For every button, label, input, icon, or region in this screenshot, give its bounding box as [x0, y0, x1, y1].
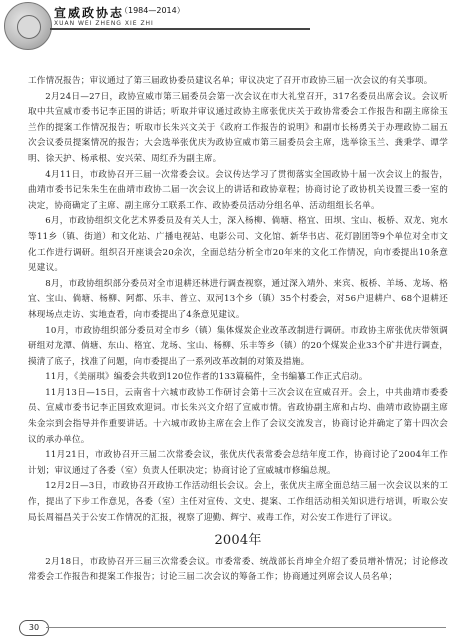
- paragraph: 12月2日—3日，市政协召开政协工作活动组长会议。会上，张优庆主席全面总结三届一次会议以来的工作，提出了下步工作意见，各委（室）主任对宣传、文史、提案、工作组活动相关知识进行培训，听取公安局长周福昌关于公安工作情况的汇报，视察了迎勤、辉宁、戒毒工作，对公安工作进行了评议。: [28, 481, 448, 523]
- book-title-pinyin: XUAN WEI ZHENG XIE ZHI: [54, 20, 154, 27]
- body-text: [28, 74, 448, 586]
- footer-rule: [46, 627, 446, 628]
- year-heading: 2004年: [214, 533, 262, 549]
- book-title: 宣威政协志: [54, 6, 125, 20]
- page-number: 30: [19, 620, 49, 636]
- book-years: （1984—2014）: [120, 6, 185, 15]
- paragraph: 11月，《美丽琪》编委会共收到120位作者的133篇稿件，全书编纂工作正式启动。: [45, 372, 368, 383]
- emblem-logo: [4, 2, 52, 50]
- header-rule: [50, 28, 310, 30]
- paragraph: 6月，市政协组织文化艺术界委员及有关人士，深入杨柳、倘塘、格宜、田坝、宝山、板桥、双龙、宛水等11乡（镇、街道）和文化站、广播电视站、电影公司、文化馆、新华书店、花灯剧团等9个单位对全市文化工作进行调研。组织召开座谈会20余次，全面总结分析全市20年来的文化工作情况，向市委提出10条意见建议。: [28, 216, 448, 274]
- paragraph: 11月13日—15日，云南省十六城市政协工作研讨会第十三次会议在宣威召开。会上，中共曲靖市委委员、宣威市委书记李正国致欢迎词。市长朱兴文介绍了宣威市情。省政协副主席和占均、曲靖市政协副主席朱金宗到会指导并作重要讲话。十六城市政协主席在会上作了会议交流发言，协商讨论并确定了第十四次会议的承办单位。: [28, 387, 448, 445]
- paragraph: 2月18日，市政协召开三届三次常委会议。市委常委、统战部长肖坤全介绍了委员增补情况；讨论修改常委会工作报告和提案工作报告；讨论三届二次会议的筹备工作；协商通过列席会议人员名单；: [28, 556, 448, 583]
- paragraph: 工作情况报告；审议通过了第三届政协委员建议名单；审议决定了召开市政协三届一次会议的有关事项。: [28, 76, 433, 86]
- paragraph: 8月，市政协组织部分委员对全市退耕还林进行调查视察，通过深入靖外、来宾、板桥、羊场、龙场、格宜、宝山、倘塘、杨柳、阿都、乐丰、普立、双河13个乡（镇）35个村委会，对56户退耕户、68个退耕还林现场点走访、实地查看，向市委提出了4条意见建议。: [28, 278, 448, 320]
- page-header: [0, 0, 475, 68]
- paragraph: 2月24日—27日，政协宣威市第三届委员会第一次会议在市大礼堂召开，317名委员出席会议。会议听取中共宣威市委书记李正国的讲话；听取并审议通过政协主席张优庆关于政协常委会工作报告和副主席徐玉兰作的提案工作情况报告；听取市长朱兴文关于《政府工作报告的说明》和副市长杨勇关于办理政协二届五次会议委员提案情况的报告；大会选举张优庆为政协宣威市第三届委员会主席，选举徐玉兰、龚秉学、谭学明、徐天护、杨承根、安兴荣、周红乔为副主席。: [28, 91, 448, 164]
- paragraph: 10月，市政协组织部分委员对全市乡（镇）集体煤炭企业改革改制进行调研。市政协主席张优庆带领调研组对龙潭、倘塘、东山、格宜、龙场、宝山、杨柳、乐丰等乡（镇）的20个煤炭企业33个矿井进行调查，摸清了底子，找准了问题，向市委提出了一系列改革改制的对策及措施。: [28, 325, 448, 367]
- paragraph: 11月21日，市政协召开三届二次常委会议，张优庆代表常委会总结年度工作，协商讨论了2004年工作计划；审议通过了各委（室）负责人任职决定；协商讨论了宣威城市修编总规。: [28, 450, 448, 476]
- emblem-inner: [17, 15, 41, 39]
- paragraph: 4月11日，市政协召开三届一次常委会议。会议传达学习了贯彻落实全国政协十届一次会议上的报告，曲靖市委书记朱朱生在曲靖市政协二届一次会议上的讲话和政协章程；协商讨论了政协机关设置三委一室的决定，协商确定了主席、副主席分工联系工作、政协委员活动分组名单、活动组组长名单。: [28, 169, 448, 211]
